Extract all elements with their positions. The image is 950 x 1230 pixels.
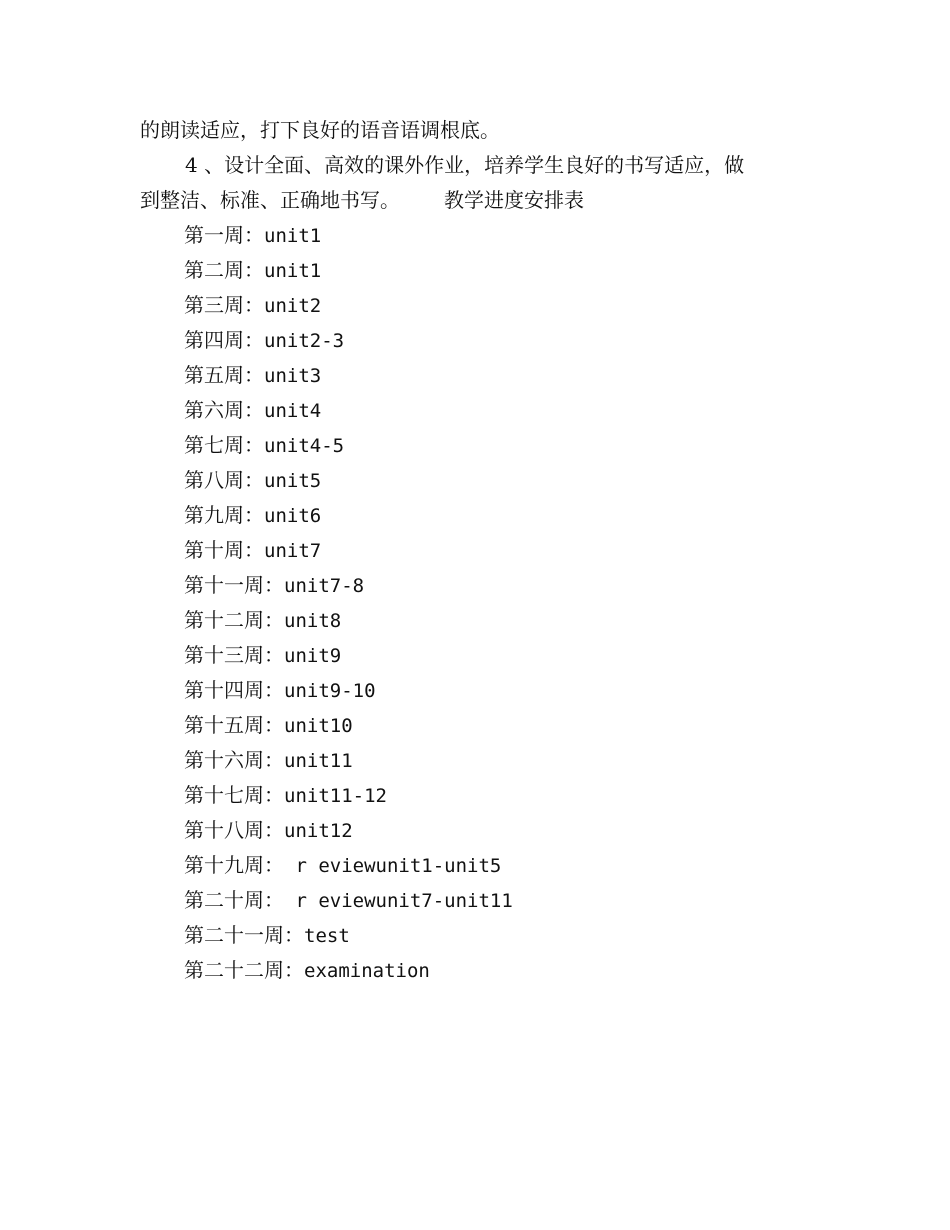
- schedule-week-label: 第七周：: [184, 433, 264, 457]
- schedule-week-label: 第九周：: [184, 503, 264, 527]
- schedule-row: [184, 848, 513, 883]
- schedule-week-label: 第十五周：: [184, 713, 284, 737]
- schedule-week-label: 第三周：: [184, 293, 264, 317]
- schedule-unit-content: test: [304, 925, 350, 947]
- schedule-row: [184, 638, 513, 673]
- paragraph-line-3: [140, 183, 584, 218]
- schedule-row: [184, 393, 513, 428]
- schedule-row: [184, 463, 513, 498]
- schedule-week-label: 第十八周：: [184, 818, 284, 842]
- schedule-unit-content: unit4-5: [264, 435, 345, 457]
- schedule-row: [184, 568, 513, 603]
- schedule-unit-content: unit11-12: [284, 785, 387, 807]
- schedule-week-label: 第二十二周：: [184, 958, 304, 982]
- schedule-unit-content: unit2: [264, 295, 322, 317]
- schedule-row: [184, 953, 513, 988]
- schedule-row: [184, 883, 513, 918]
- schedule-row: [184, 533, 513, 568]
- schedule-list: [184, 218, 513, 988]
- schedule-row: [184, 253, 513, 288]
- schedule-week-label: 第六周：: [184, 398, 264, 422]
- schedule-unit-content: unit1: [264, 225, 322, 247]
- schedule-unit-content: unit1: [264, 260, 322, 282]
- schedule-unit-content: unit7-8: [284, 575, 365, 597]
- paragraph-line-3-text: 到整洁、标准、正确地书写。: [140, 188, 400, 212]
- schedule-unit-content: unit8: [284, 610, 342, 632]
- schedule-row: [184, 918, 513, 953]
- schedule-week-label: 第二十一周：: [184, 923, 304, 947]
- schedule-unit-content: unit10: [284, 715, 353, 737]
- schedule-week-label: 第十九周：: [184, 853, 284, 877]
- paragraph-line-1: 的朗读适应，打下良好的语音语调根底。: [140, 118, 500, 142]
- schedule-title: 教学进度安排表: [444, 188, 584, 212]
- schedule-row: [184, 218, 513, 253]
- schedule-row: [184, 708, 513, 743]
- schedule-row: [184, 743, 513, 778]
- schedule-week-label: 第十一周：: [184, 573, 284, 597]
- schedule-unit-content: unit9-10: [284, 680, 376, 702]
- schedule-week-label: 第十四周：: [184, 678, 284, 702]
- schedule-row: [184, 673, 513, 708]
- schedule-unit-content: unit2-3: [264, 330, 345, 352]
- schedule-unit-content: unit7: [264, 540, 322, 562]
- schedule-week-label: 第一周：: [184, 223, 264, 247]
- schedule-unit-content: unit3: [264, 365, 322, 387]
- schedule-row: [184, 428, 513, 463]
- schedule-unit-content: r eviewunit7-unit11: [284, 890, 513, 912]
- schedule-week-label: 第十三周：: [184, 643, 284, 667]
- schedule-week-label: 第十二周：: [184, 608, 284, 632]
- schedule-unit-content: r eviewunit1-unit5: [284, 855, 502, 877]
- schedule-unit-content: unit4: [264, 400, 322, 422]
- schedule-unit-content: unit6: [264, 505, 322, 527]
- schedule-week-label: 第二周：: [184, 258, 264, 282]
- schedule-row: [184, 288, 513, 323]
- schedule-week-label: 第四周：: [184, 328, 264, 352]
- schedule-unit-content: unit11: [284, 750, 353, 772]
- schedule-week-label: 第十七周：: [184, 783, 284, 807]
- schedule-row: [184, 498, 513, 533]
- schedule-week-label: 第十周：: [184, 538, 264, 562]
- schedule-row: [184, 603, 513, 638]
- schedule-unit-content: unit5: [264, 470, 322, 492]
- schedule-unit-content: unit9: [284, 645, 342, 667]
- paragraph-line-2: 4 、设计全面、高效的课外作业，培养学生良好的书写适应，做: [185, 153, 745, 177]
- schedule-unit-content: examination: [304, 960, 430, 982]
- schedule-week-label: 第五周：: [184, 363, 264, 387]
- schedule-week-label: 第十六周：: [184, 748, 284, 772]
- schedule-week-label: 第二十周：: [184, 888, 284, 912]
- schedule-week-label: 第八周：: [184, 468, 264, 492]
- schedule-row: [184, 358, 513, 393]
- schedule-row: [184, 778, 513, 813]
- schedule-row: [184, 323, 513, 358]
- schedule-row: [184, 813, 513, 848]
- schedule-unit-content: unit12: [284, 820, 353, 842]
